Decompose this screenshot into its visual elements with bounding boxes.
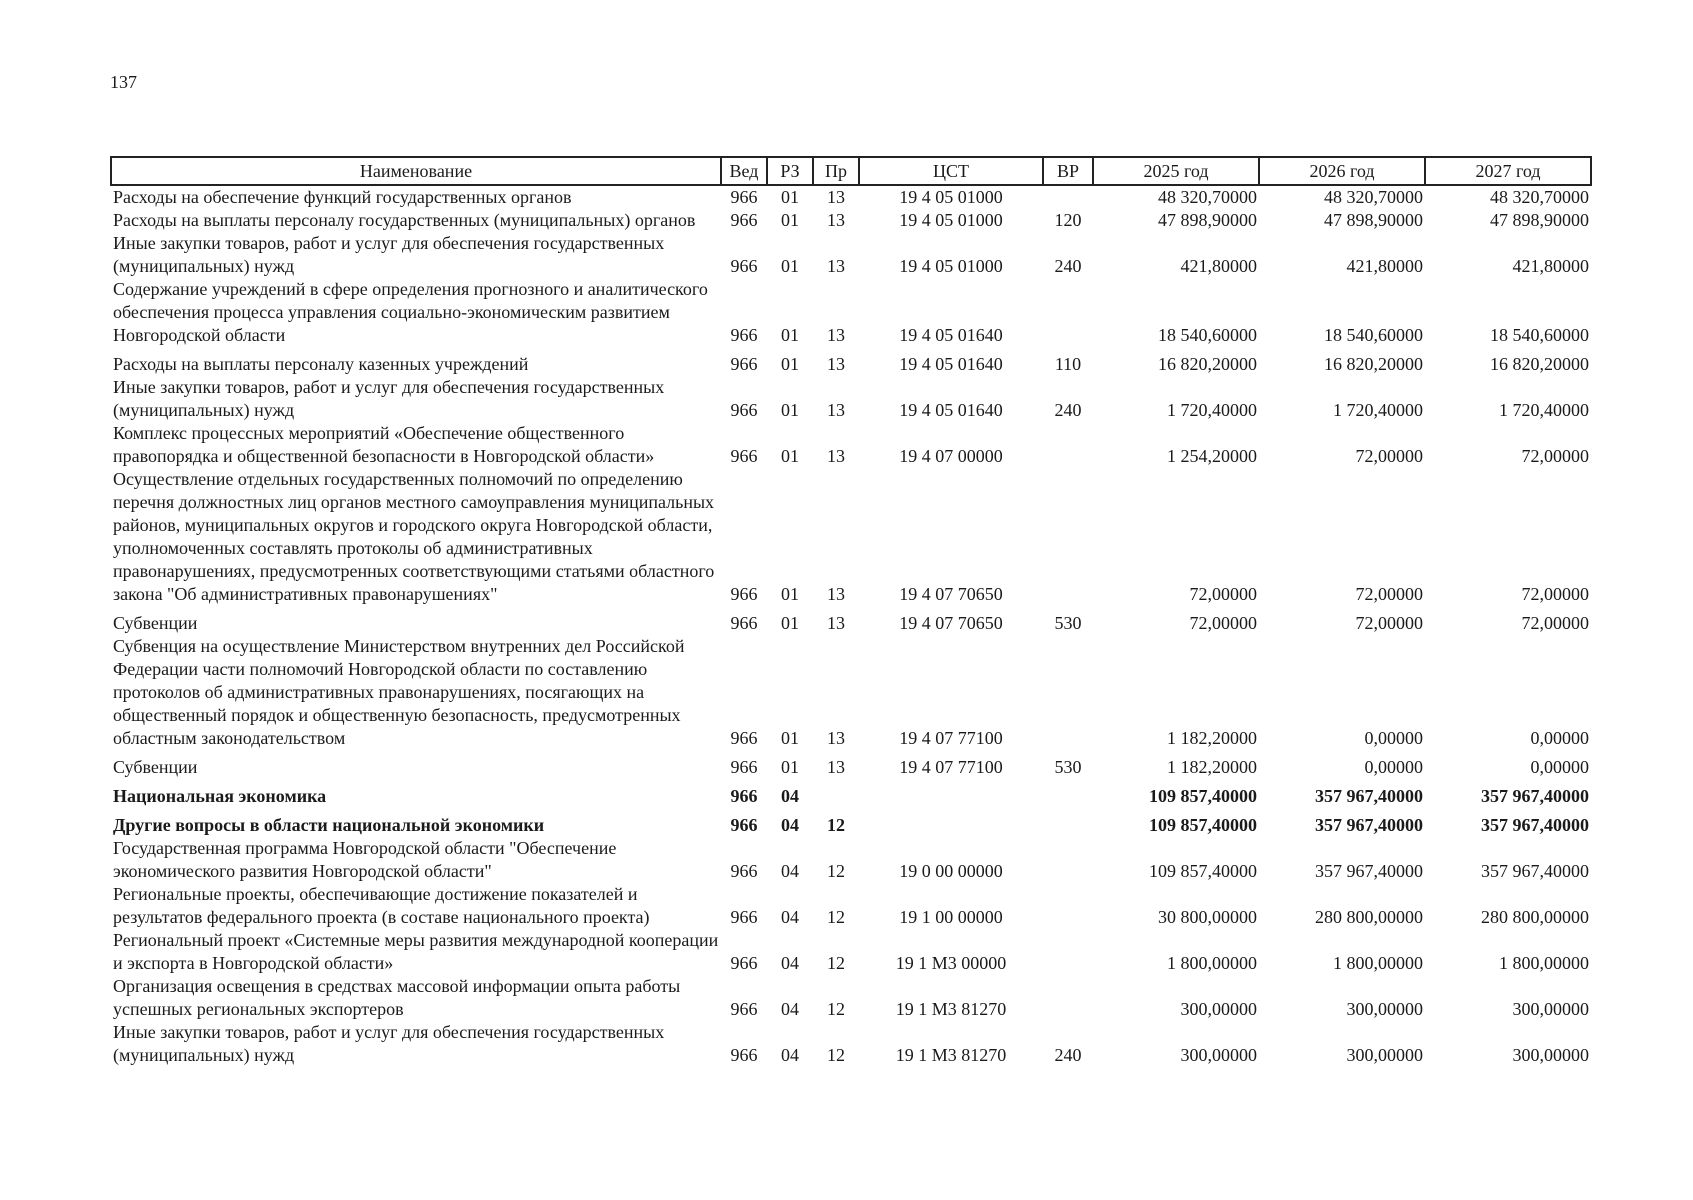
row-vr: 530 bbox=[1054, 757, 1082, 777]
row-2027: 72,00000 bbox=[1521, 584, 1589, 604]
row-ved: 966 bbox=[730, 815, 758, 835]
row-pr: 13 bbox=[827, 210, 845, 230]
row-pr: 13 bbox=[827, 728, 845, 748]
row-vr bbox=[1043, 837, 1093, 883]
row-ved: 966 bbox=[730, 907, 758, 927]
row-2027: 47 898,90000 bbox=[1490, 210, 1589, 230]
row-rz: 01 bbox=[781, 584, 799, 604]
row-cst: 19 4 05 01640 bbox=[899, 354, 1003, 374]
row-cst: 19 4 05 01640 bbox=[899, 400, 1003, 420]
table-row bbox=[111, 779, 1591, 808]
row-2027: 0,00000 bbox=[1530, 728, 1589, 748]
row-name: Иные закупки товаров, работ и услуг для обеспечения государственных (муниципальных) нужд bbox=[113, 377, 665, 420]
row-vr: 530 bbox=[1054, 613, 1082, 633]
row-cst: 19 1 М3 81270 bbox=[895, 999, 1007, 1019]
table-row bbox=[111, 376, 1591, 422]
row-rz: 01 bbox=[781, 187, 799, 207]
table-body bbox=[111, 185, 1591, 1067]
row-ved: 966 bbox=[730, 786, 758, 806]
header-ved: Вед bbox=[721, 157, 767, 185]
header-2027: 2027 год bbox=[1425, 157, 1591, 185]
row-cst: 19 1 М3 00000 bbox=[895, 953, 1007, 973]
row-2027: 72,00000 bbox=[1521, 613, 1589, 633]
row-vr bbox=[1043, 929, 1093, 975]
row-2025: 421,80000 bbox=[1180, 256, 1257, 276]
row-pr: 12 bbox=[827, 861, 845, 881]
row-ved: 966 bbox=[730, 613, 758, 633]
row-name: Региональный проект «Системные меры развития международной кооперации и экспорта в Новгородской области» bbox=[113, 930, 719, 973]
row-2027: 280 800,00000 bbox=[1481, 907, 1589, 927]
row-vr bbox=[1043, 278, 1093, 347]
row-ved: 966 bbox=[730, 400, 758, 420]
row-2026: 357 967,40000 bbox=[1315, 786, 1423, 806]
row-cst: 19 4 07 77100 bbox=[899, 728, 1003, 748]
table-row bbox=[111, 606, 1591, 635]
row-ved: 966 bbox=[730, 757, 758, 777]
row-pr: 13 bbox=[827, 187, 845, 207]
row-2027: 18 540,60000 bbox=[1490, 325, 1589, 345]
row-rz: 01 bbox=[781, 757, 799, 777]
row-2026: 48 320,70000 bbox=[1324, 187, 1423, 207]
header-rz: РЗ bbox=[767, 157, 813, 185]
row-vr: 110 bbox=[1054, 354, 1082, 374]
row-2025: 300,00000 bbox=[1180, 1045, 1257, 1065]
row-2025: 109 857,40000 bbox=[1149, 861, 1257, 881]
row-vr: 240 bbox=[1054, 256, 1082, 276]
row-ved: 966 bbox=[730, 210, 758, 230]
budget-table bbox=[110, 156, 1592, 1067]
row-pr: 13 bbox=[827, 354, 845, 374]
row-ved: 966 bbox=[730, 999, 758, 1019]
row-2025: 1 182,20000 bbox=[1167, 757, 1257, 777]
row-2027: 16 820,20000 bbox=[1490, 354, 1589, 374]
row-2025: 30 800,00000 bbox=[1158, 907, 1257, 927]
row-cst: 19 4 05 01000 bbox=[899, 210, 1003, 230]
row-name: Содержание учреждений в сфере определения прогнозного и аналитического обеспечения процесса управления социально-экономическим развитием Новгородской области bbox=[113, 279, 708, 345]
table-row bbox=[111, 750, 1591, 779]
row-name: Иные закупки товаров, работ и услуг для обеспечения государственных (муниципальных) нужд bbox=[113, 1022, 665, 1065]
row-2025: 72,00000 bbox=[1189, 584, 1257, 604]
table-header bbox=[111, 157, 1591, 185]
row-rz: 01 bbox=[781, 613, 799, 633]
row-vr bbox=[1043, 468, 1093, 606]
table-row bbox=[111, 837, 1591, 883]
row-2026: 357 967,40000 bbox=[1315, 815, 1423, 835]
row-name: Комплекс процессных мероприятий «Обеспечение общественного правопорядка и общественной безопасности в Новгородской области» bbox=[113, 423, 655, 466]
row-name: Государственная программа Новгородской области "Обеспечение экономического развития Новгородской области" bbox=[113, 838, 617, 881]
row-2026: 1 800,00000 bbox=[1333, 953, 1423, 973]
row-2025: 18 540,60000 bbox=[1158, 325, 1257, 345]
row-2026: 1 720,40000 bbox=[1333, 400, 1423, 420]
row-rz: 01 bbox=[781, 400, 799, 420]
row-rz: 01 bbox=[781, 256, 799, 276]
row-vr bbox=[1043, 185, 1093, 209]
row-2025: 1 720,40000 bbox=[1167, 400, 1257, 420]
row-2026: 357 967,40000 bbox=[1315, 861, 1423, 881]
row-rz: 01 bbox=[781, 728, 799, 748]
row-rz: 01 bbox=[781, 446, 799, 466]
row-2027: 1 800,00000 bbox=[1499, 953, 1589, 973]
row-2025: 1 182,20000 bbox=[1167, 728, 1257, 748]
row-pr: 13 bbox=[827, 613, 845, 633]
table-row bbox=[111, 635, 1591, 750]
row-2025: 1 800,00000 bbox=[1167, 953, 1257, 973]
row-vr: 120 bbox=[1054, 210, 1082, 230]
row-2026: 300,00000 bbox=[1346, 999, 1423, 1019]
row-cst: 19 1 00 00000 bbox=[899, 907, 1003, 927]
row-ved: 966 bbox=[730, 728, 758, 748]
header-vr: ВР bbox=[1043, 157, 1093, 185]
row-ved: 966 bbox=[730, 354, 758, 374]
row-pr: 13 bbox=[827, 325, 845, 345]
table-row bbox=[111, 422, 1591, 468]
row-2026: 0,00000 bbox=[1364, 728, 1423, 748]
row-rz: 01 bbox=[781, 354, 799, 374]
row-vr: 240 bbox=[1054, 1045, 1082, 1065]
row-cst: 19 4 07 77100 bbox=[899, 757, 1003, 777]
row-rz: 04 bbox=[781, 1045, 799, 1065]
row-2025: 1 254,20000 bbox=[1167, 446, 1257, 466]
row-vr bbox=[1043, 779, 1093, 808]
row-name: Другие вопросы в области национальной экономики bbox=[113, 815, 545, 835]
row-2027: 357 967,40000 bbox=[1481, 815, 1589, 835]
row-pr: 13 bbox=[827, 584, 845, 604]
row-rz: 04 bbox=[781, 815, 799, 835]
row-rz: 04 bbox=[781, 786, 799, 806]
row-name: Субвенции bbox=[113, 757, 198, 777]
table-row bbox=[111, 278, 1591, 347]
row-2026: 47 898,90000 bbox=[1324, 210, 1423, 230]
row-2026: 72,00000 bbox=[1355, 446, 1423, 466]
row-pr: 12 bbox=[827, 1045, 845, 1065]
row-pr: 13 bbox=[827, 757, 845, 777]
row-name: Организация освещения в средствах массовой информации опыта работы успешных региональных экспортеров bbox=[113, 976, 681, 1019]
table-row bbox=[111, 347, 1591, 376]
row-2027: 1 720,40000 bbox=[1499, 400, 1589, 420]
row-2025: 16 820,20000 bbox=[1158, 354, 1257, 374]
row-2025: 48 320,70000 bbox=[1158, 187, 1257, 207]
table-row bbox=[111, 808, 1591, 837]
table-row bbox=[111, 468, 1591, 606]
row-ved: 966 bbox=[730, 187, 758, 207]
row-2025: 72,00000 bbox=[1189, 613, 1257, 633]
page-number: 137 bbox=[110, 72, 137, 92]
row-cst: 19 1 М3 81270 bbox=[895, 1045, 1007, 1065]
row-2025: 47 898,90000 bbox=[1158, 210, 1257, 230]
header-pr: Пр bbox=[813, 157, 859, 185]
row-pr: 12 bbox=[827, 953, 845, 973]
header-name: Наименование bbox=[111, 157, 721, 185]
row-2026: 16 820,20000 bbox=[1324, 354, 1423, 374]
row-ved: 966 bbox=[730, 584, 758, 604]
row-pr: 13 bbox=[827, 256, 845, 276]
row-2027: 48 320,70000 bbox=[1490, 187, 1589, 207]
row-ved: 966 bbox=[730, 953, 758, 973]
table-row bbox=[111, 209, 1591, 232]
row-vr bbox=[1043, 883, 1093, 929]
row-2025: 109 857,40000 bbox=[1149, 786, 1257, 806]
row-2025: 109 857,40000 bbox=[1149, 815, 1257, 835]
row-2025: 300,00000 bbox=[1180, 999, 1257, 1019]
row-name: Региональные проекты, обеспечивающие достижение показателей и результатов федерального проекта (в составе национального проекта) bbox=[113, 884, 650, 927]
row-cst: 19 4 07 70650 bbox=[899, 613, 1003, 633]
row-2027: 300,00000 bbox=[1512, 999, 1589, 1019]
row-name: Расходы на обеспечение функций государственных органов bbox=[113, 187, 572, 207]
row-name: Расходы на выплаты персоналу государственных (муниципальных) органов bbox=[113, 210, 696, 230]
row-pr: 12 bbox=[827, 815, 845, 835]
row-2027: 357 967,40000 bbox=[1481, 861, 1589, 881]
row-cst: 19 4 05 01000 bbox=[899, 256, 1003, 276]
row-rz: 04 bbox=[781, 907, 799, 927]
table-row bbox=[111, 929, 1591, 975]
row-2027: 421,80000 bbox=[1512, 256, 1589, 276]
row-2027: 72,00000 bbox=[1521, 446, 1589, 466]
row-2026: 421,80000 bbox=[1346, 256, 1423, 276]
row-2026: 300,00000 bbox=[1346, 1045, 1423, 1065]
row-2026: 280 800,00000 bbox=[1315, 907, 1423, 927]
row-pr: 12 bbox=[827, 907, 845, 927]
row-2027: 357 967,40000 bbox=[1481, 786, 1589, 806]
row-vr bbox=[1043, 422, 1093, 468]
row-rz: 04 bbox=[781, 861, 799, 881]
row-pr bbox=[813, 779, 859, 808]
header-2025: 2025 год bbox=[1093, 157, 1259, 185]
row-vr bbox=[1043, 975, 1093, 1021]
row-name: Национальная экономика bbox=[113, 786, 327, 806]
row-rz: 01 bbox=[781, 325, 799, 345]
row-ved: 966 bbox=[730, 325, 758, 345]
row-cst: 19 4 07 00000 bbox=[899, 446, 1003, 466]
row-rz: 01 bbox=[781, 210, 799, 230]
row-name: Субвенция на осуществление Министерством внутренних дел Российской Федерации части полномочий Новгородской области по составлению протоколов об административных правонарушениях, посягающих на общественный порядок и общественную безопасность, предусмотренных областным законодательством bbox=[113, 636, 685, 748]
row-ved: 966 bbox=[730, 1045, 758, 1065]
row-rz: 04 bbox=[781, 953, 799, 973]
row-cst: 19 4 05 01640 bbox=[899, 325, 1003, 345]
table-row bbox=[111, 1021, 1591, 1067]
row-cst bbox=[859, 779, 1043, 808]
row-rz: 04 bbox=[781, 999, 799, 1019]
row-cst bbox=[859, 808, 1043, 837]
row-2026: 72,00000 bbox=[1355, 584, 1423, 604]
row-vr bbox=[1043, 635, 1093, 750]
header-cst: ЦСТ bbox=[859, 157, 1043, 185]
row-ved: 966 bbox=[730, 446, 758, 466]
row-2027: 300,00000 bbox=[1512, 1045, 1589, 1065]
row-name: Осуществление отдельных государственных полномочий по определению перечня должностных лиц органов местного самоуправления муниципальных районов, муниципальных округов и городского округа Новгородской области, уполномоченных составлять протоколы об административных правонарушениях, предусмотренных соответствующими статьями областного закона "Об административных правонарушениях" bbox=[113, 469, 715, 604]
row-name: Субвенции bbox=[113, 613, 198, 633]
row-2027: 0,00000 bbox=[1530, 757, 1589, 777]
row-vr bbox=[1043, 808, 1093, 837]
row-2026: 0,00000 bbox=[1364, 757, 1423, 777]
table-row bbox=[111, 232, 1591, 278]
row-2026: 18 540,60000 bbox=[1324, 325, 1423, 345]
table-row bbox=[111, 975, 1591, 1021]
row-pr: 12 bbox=[827, 999, 845, 1019]
header-2026: 2026 год bbox=[1259, 157, 1425, 185]
row-ved: 966 bbox=[730, 256, 758, 276]
row-name: Иные закупки товаров, работ и услуг для обеспечения государственных (муниципальных) нужд bbox=[113, 233, 665, 276]
table-row bbox=[111, 883, 1591, 929]
row-ved: 966 bbox=[730, 861, 758, 881]
row-cst: 19 4 05 01000 bbox=[899, 187, 1003, 207]
table-row bbox=[111, 185, 1591, 209]
row-pr: 13 bbox=[827, 446, 845, 466]
row-cst: 19 4 07 70650 bbox=[899, 584, 1003, 604]
row-vr: 240 bbox=[1054, 400, 1082, 420]
row-pr: 13 bbox=[827, 400, 845, 420]
row-cst: 19 0 00 00000 bbox=[899, 861, 1003, 881]
row-name: Расходы на выплаты персоналу казенных учреждений bbox=[113, 354, 529, 374]
row-2026: 72,00000 bbox=[1355, 613, 1423, 633]
